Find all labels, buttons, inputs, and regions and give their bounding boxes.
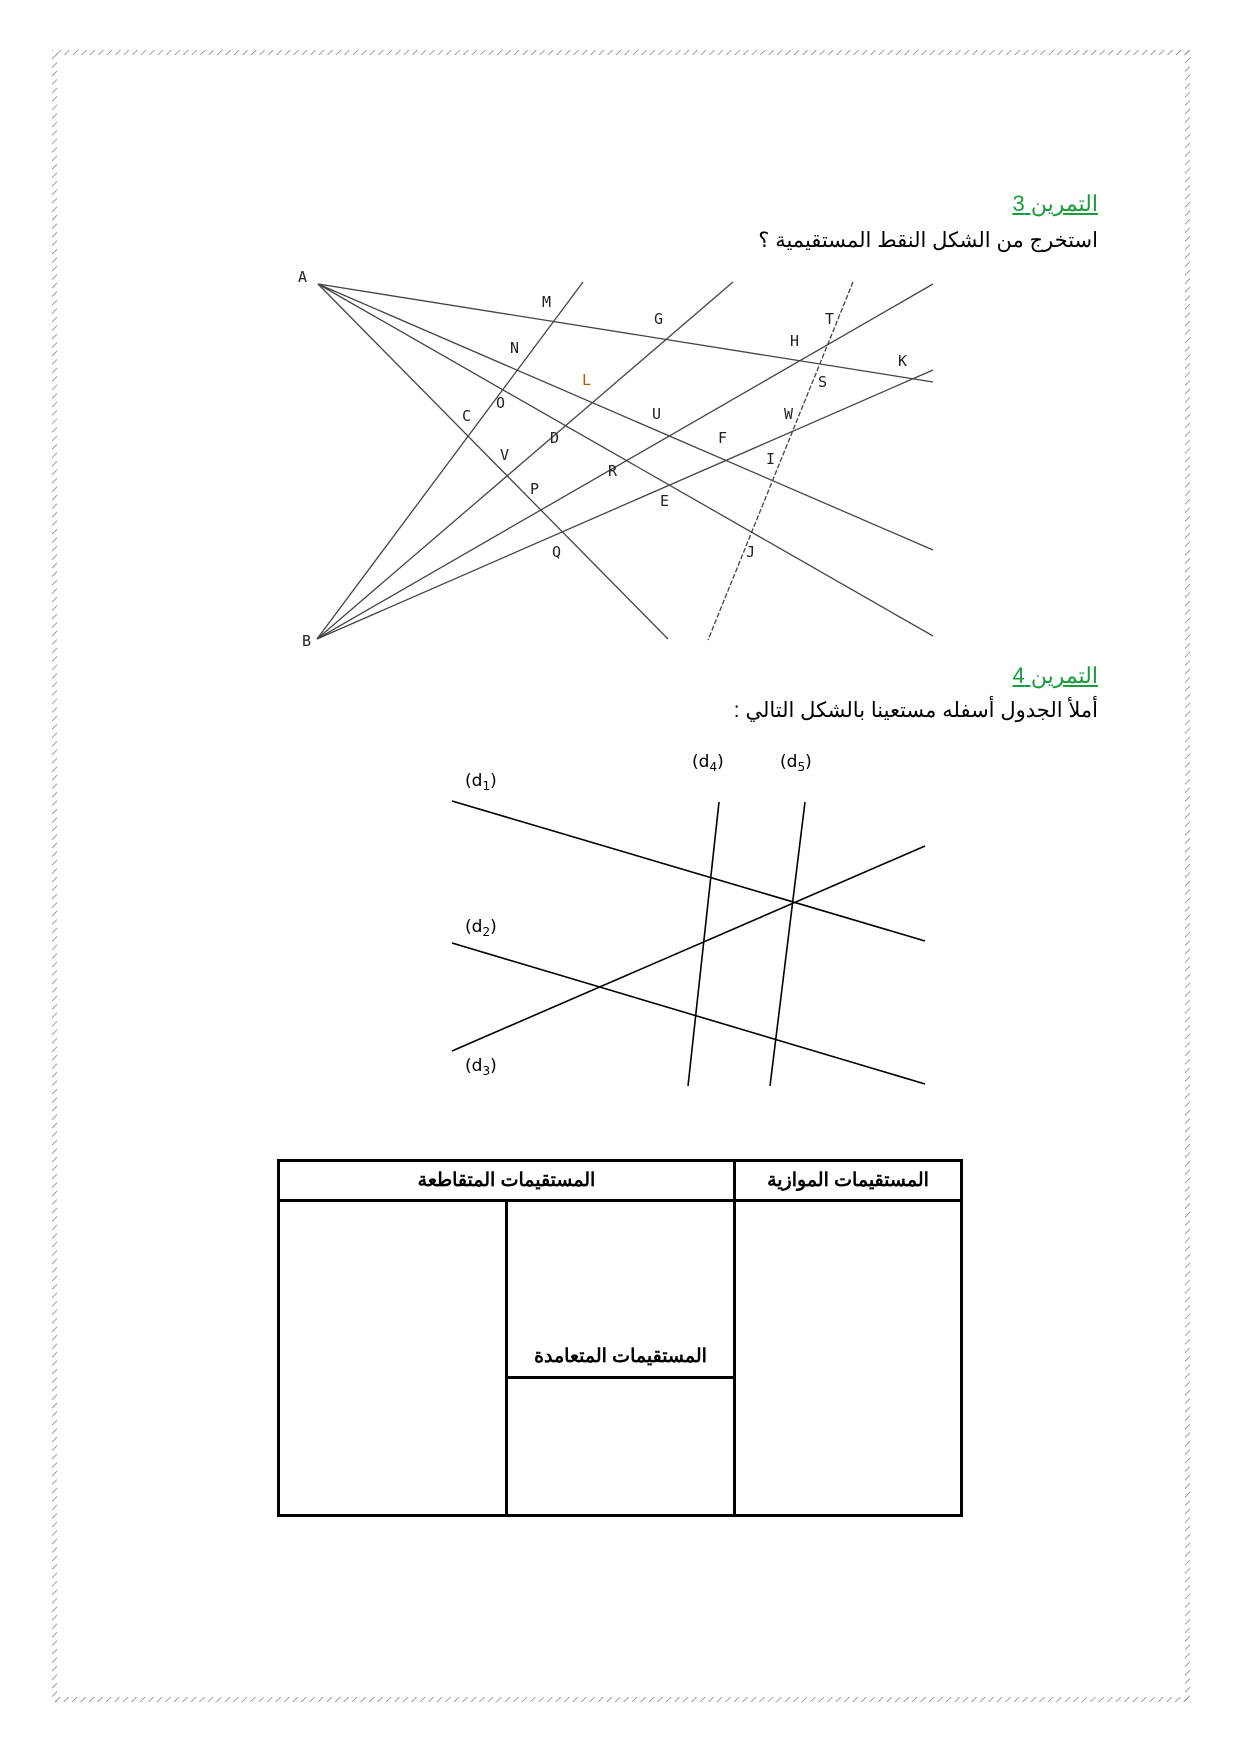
label-d4: $(d_4)$ — [692, 752, 724, 774]
lines-d-figure-svg — [440, 745, 940, 1105]
line-d1 — [452, 801, 925, 941]
point-R: R — [608, 462, 618, 480]
exercise-3-title: التمرين 3 — [1012, 191, 1098, 216]
label-d2: $(d_2)$ — [465, 917, 497, 939]
point-A: A — [298, 270, 308, 286]
point-D: D — [550, 429, 560, 447]
point-M: M — [542, 293, 552, 311]
point-V: V — [500, 446, 510, 464]
point-B: B — [302, 632, 312, 650]
point-J: J — [746, 543, 756, 561]
point-E: E — [660, 492, 670, 510]
parallel-lines-header: المستقيمات الموازية — [735, 1161, 962, 1201]
exercise-4-figure — [440, 745, 940, 1105]
label-d1: $(d_1)$ — [465, 771, 497, 793]
point-Q: Q — [552, 543, 562, 561]
exercise-3-figure — [290, 270, 950, 650]
point-C: C — [462, 407, 472, 425]
exercise-4-title: التمرين 4 — [1012, 663, 1098, 688]
point-L: L — [582, 371, 592, 389]
exercise-4-instruction: أملأ الجدول أسفله مستعينا بالشكل التالي : — [733, 699, 1098, 722]
label-d3: $(d_3)$ — [465, 1056, 497, 1078]
line-d3 — [452, 846, 925, 1051]
point-I: I — [766, 450, 776, 468]
perpendicular-lines-cell[interactable] — [507, 1201, 735, 1516]
point-K: K — [898, 352, 908, 370]
parallel-lines-answer-cell[interactable] — [735, 1201, 962, 1516]
point-G: G — [654, 310, 664, 328]
point-T: T — [825, 310, 835, 328]
perpendicular-lines-header: المستقيمات المتعامدة — [508, 1338, 733, 1379]
point-W: W — [784, 405, 794, 423]
point-S: S — [818, 373, 828, 391]
point-O: O — [496, 394, 506, 412]
point-N: N — [510, 339, 520, 357]
label-d5: $(d_5)$ — [780, 752, 812, 774]
line-d4 — [688, 802, 719, 1086]
lines-figure-svg — [290, 270, 950, 650]
point-F: F — [718, 429, 728, 447]
exercise-3-instruction: استخرج من الشكل النقط المستقيمية ؟ — [758, 229, 1098, 252]
line-d2 — [452, 943, 925, 1084]
point-U: U — [652, 405, 662, 423]
point-P: P — [530, 480, 540, 498]
answer-table — [277, 1159, 963, 1517]
intersecting-lines-header: المستقيمات المتقاطعة — [279, 1161, 735, 1201]
intersecting-lines-answer-cell[interactable] — [279, 1201, 507, 1516]
point-H: H — [790, 332, 800, 350]
